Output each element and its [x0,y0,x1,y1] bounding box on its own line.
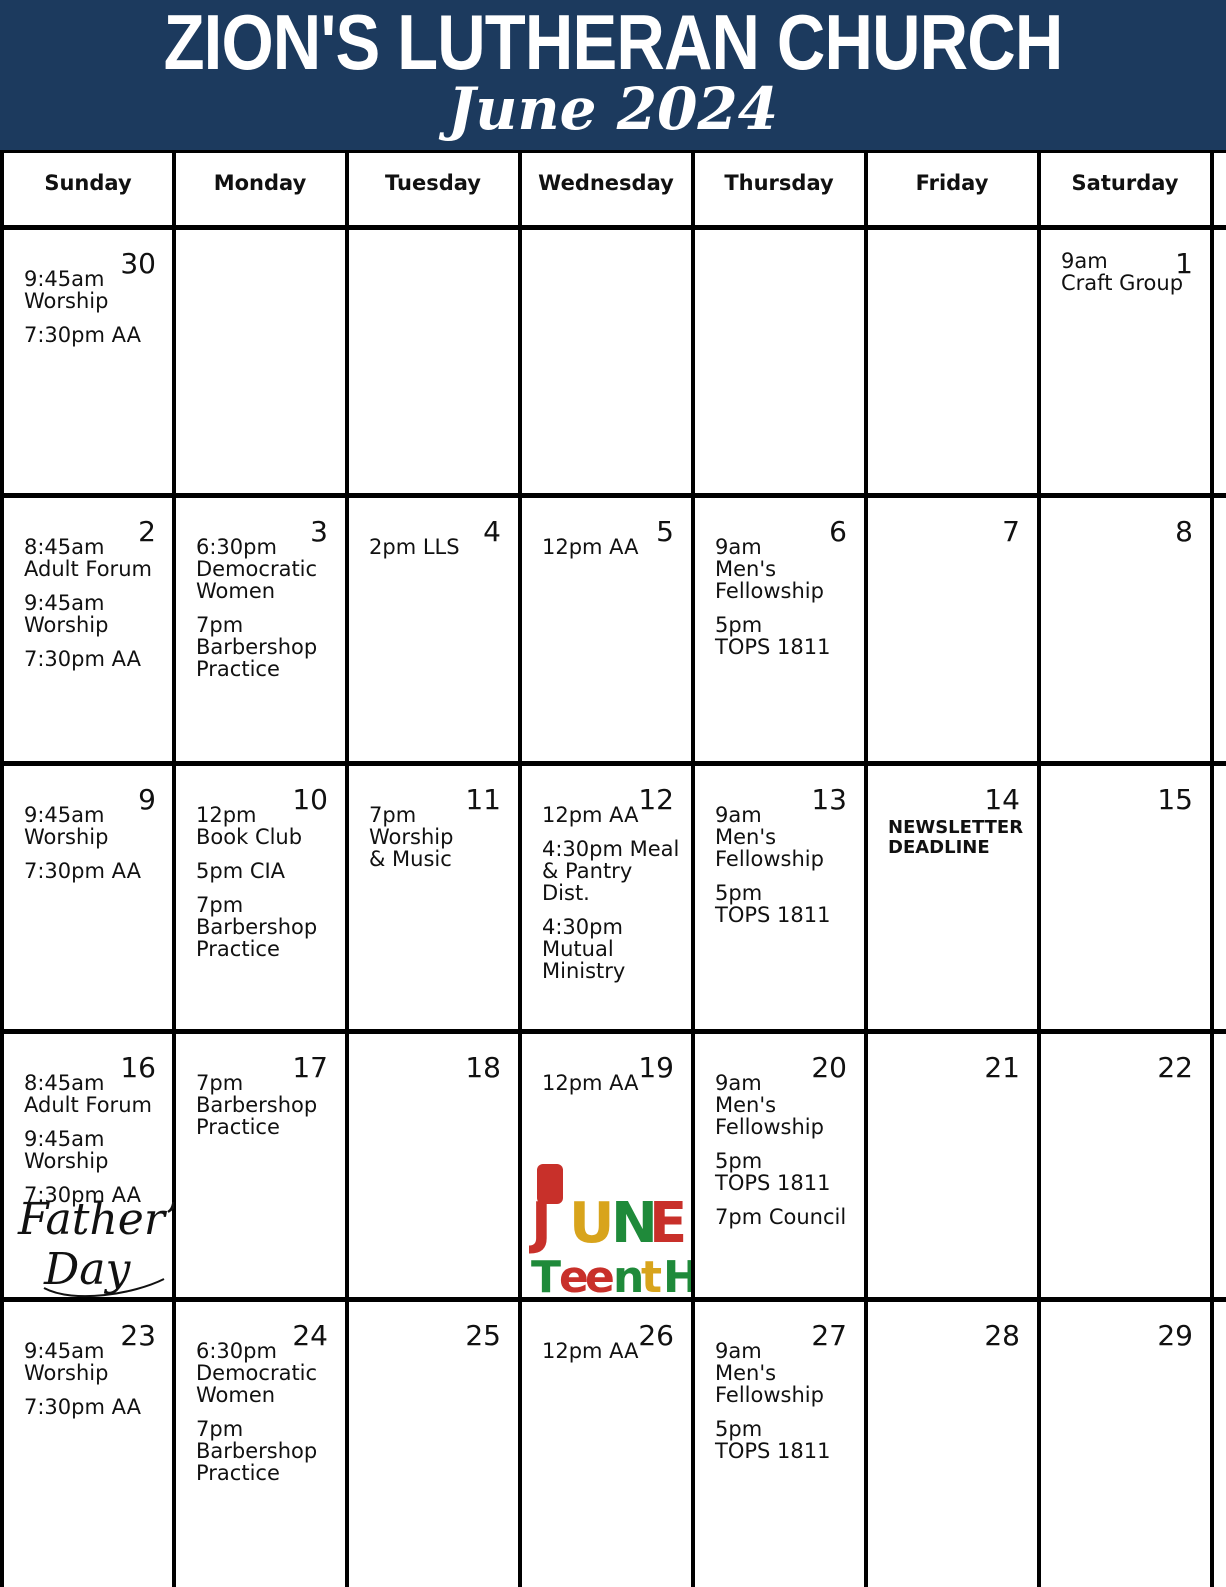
event-item: 6:30pm Democratic Women [196,1339,318,1407]
day-cell[interactable] [868,1302,1040,1570]
day-number: 6 [829,515,847,548]
event-item: 9:45am Worship [24,591,109,637]
day-cell[interactable] [1041,766,1213,1034]
day-header-sunday: Sunday [44,171,132,195]
event-item: 5pm TOPS 1811 [715,613,831,659]
event-item: 7pm Barbershop Practice [196,1071,318,1139]
calendar-header [0,0,1226,150]
day-cell[interactable] [176,498,348,766]
event-item: 7:30pm AA [24,647,141,671]
day-cell[interactable] [868,1034,1040,1302]
day-number: 5 [656,515,674,548]
event-item: 9am Craft Group [1061,249,1184,295]
day-cell[interactable] [349,498,521,766]
juneteenth-logo [529,1164,691,1296]
event-list [24,536,166,682]
day-number: 27 [811,1319,847,1352]
day-cell[interactable] [1041,230,1213,498]
event-item: 2pm LLS [369,535,460,559]
svg-text:e: e [585,1252,615,1296]
event-list [196,536,338,692]
day-cell[interactable] [4,1034,176,1302]
event-item: 9am Men's Fellowship [715,1071,824,1139]
svg-text:e: e [559,1252,589,1296]
event-item: 12pm AA [542,535,639,559]
event-item: 7:30pm AA [24,859,141,883]
event-list [542,536,684,570]
day-cell[interactable] [4,498,176,766]
day-number: 21 [984,1051,1020,1084]
day-cell[interactable] [695,498,867,766]
month-title: June 2024 [447,75,779,143]
event-list [542,804,684,994]
event-item: 5pm TOPS 1811 [715,1149,831,1195]
event-item: 4:30pm Meal & Pantry Dist. [542,837,680,905]
day-cell[interactable] [176,230,348,498]
day-number: 14 [984,783,1020,816]
day-cell[interactable] [522,498,694,766]
day-number: 29 [1157,1319,1193,1352]
event-item: 6:30pm Democratic Women [196,535,318,603]
event-item: 4:30pm Mutual Ministry [542,915,626,983]
day-cell[interactable] [349,230,521,498]
event-item: 8:45am Adult Forum [24,1071,152,1117]
event-list [196,1072,338,1150]
event-list [542,1072,684,1106]
day-number: 3 [310,515,328,548]
fathers-day-image [14,1184,174,1314]
event-item: 12pm AA [542,803,639,827]
event-item: 7:30pm AA [24,1183,141,1207]
svg-text:T: T [531,1252,562,1296]
day-number: 8 [1175,515,1193,548]
event-item: 12pm Book Club [196,803,303,849]
day-number: 17 [292,1051,328,1084]
day-cell[interactable] [176,1034,348,1302]
day-cell[interactable] [1041,498,1213,766]
event-item: 9:45am Worship [24,803,109,849]
event-list [24,804,166,894]
event-item: 9am Men's Fellowship [715,535,824,603]
event-item: 12pm AA [542,1339,639,1363]
event-item: 7pm Worship & Music [369,803,454,871]
event-list [369,804,511,882]
day-cell[interactable] [4,766,176,1034]
day-number: 25 [465,1319,501,1352]
event-list [1061,250,1203,306]
event-item: 7pm Barbershop Practice [196,893,318,961]
day-header-thursday: Thursday [724,171,834,195]
day-cell[interactable] [349,766,521,1034]
event-item: 5pm CIA [196,859,286,883]
day-number: 15 [1157,783,1193,816]
event-item: 7:30pm AA [24,323,141,347]
event-item: 7:30pm AA [24,1395,141,1419]
day-cell[interactable] [695,766,867,1034]
day-cell[interactable] [868,498,1040,766]
calendar-grid [0,150,1226,1587]
event-list [196,1340,338,1496]
day-cell[interactable] [695,1034,867,1302]
day-number: 23 [120,1319,156,1352]
event-item: 12pm AA [542,1071,639,1095]
day-cell[interactable] [695,1302,867,1570]
day-cell[interactable] [522,230,694,498]
day-number: 7 [1002,515,1020,548]
newsletter-deadline: NEWSLETTER DEADLINE [888,817,1024,858]
event-item: 8:45am Adult Forum [24,535,152,581]
event-list [369,536,511,570]
day-cell[interactable] [522,1034,694,1302]
event-item: 7pm Council [715,1205,847,1229]
event-list [888,804,1030,870]
day-number: 13 [811,783,847,816]
event-list [542,1340,684,1374]
day-number: 22 [1157,1051,1193,1084]
svg-text:N: N [611,1191,658,1256]
day-number: 12 [638,783,674,816]
church-name: ZION'S LUTHERAN CHURCH [163,0,1063,86]
day-number: 19 [638,1051,674,1084]
event-list [715,1072,857,1240]
event-item: 9am Men's Fellowship [715,803,824,871]
event-item: 5pm TOPS 1811 [715,881,831,927]
event-list [196,804,338,972]
svg-text:Father’s: Father [18,1194,165,1245]
day-header-monday: Monday [213,171,307,195]
day-number: 1 [1175,247,1193,280]
event-item: 7pm Barbershop Practice [196,1417,318,1485]
day-number: 4 [483,515,501,548]
day-cell[interactable] [522,1302,694,1570]
svg-text:t: t [641,1252,663,1296]
day-number: 16 [120,1051,156,1084]
day-number: 9 [138,783,156,816]
day-cell[interactable] [176,766,348,1034]
day-cell[interactable] [1041,1302,1213,1570]
event-list [24,1340,166,1430]
svg-text:H: H [663,1252,691,1296]
day-header-friday: Friday [915,171,989,195]
event-item: 9:45am Worship [24,1127,109,1173]
day-number: 26 [638,1319,674,1352]
day-cell[interactable] [4,230,176,498]
event-item: 7pm Barbershop Practice [196,613,318,681]
day-cell[interactable] [349,1034,521,1302]
day-cell[interactable] [1041,1034,1213,1302]
day-number: 10 [292,783,328,816]
day-cell[interactable] [176,1302,348,1570]
svg-text:U: U [569,1191,615,1256]
day-number: 24 [292,1319,328,1352]
day-number: 2 [138,515,156,548]
event-item: 9:45am Worship [24,267,109,313]
event-list [715,1340,857,1474]
day-number: 20 [811,1051,847,1084]
day-cell[interactable] [868,766,1040,1034]
day-cell[interactable] [868,230,1040,498]
day-cell[interactable] [695,230,867,498]
fathers-day-script [14,1184,174,1314]
juneteenth-image [529,1164,691,1296]
svg-text:n: n [613,1252,645,1296]
day-number: 30 [120,247,156,280]
day-cell[interactable] [349,1302,521,1570]
event-list [715,536,857,670]
day-header-tuesday: Tuesday [385,171,481,195]
svg-text:J: J [531,1191,552,1256]
event-list [715,804,857,938]
day-number: 11 [465,783,501,816]
day-cell[interactable] [522,766,694,1034]
event-item: 9am Men's Fellowship [715,1339,824,1407]
day-number: 28 [984,1319,1020,1352]
event-list [24,268,166,358]
event-item: 5pm TOPS 1811 [715,1417,831,1463]
day-header-wednesday: Wednesday [538,171,674,195]
day-number: 18 [465,1051,501,1084]
svg-text:Day: Day [44,1244,131,1295]
svg-text:E: E [649,1191,688,1256]
day-cell[interactable] [4,1302,176,1570]
event-item: 9:45am Worship [24,1339,109,1385]
day-header-saturday: Saturday [1071,171,1179,195]
